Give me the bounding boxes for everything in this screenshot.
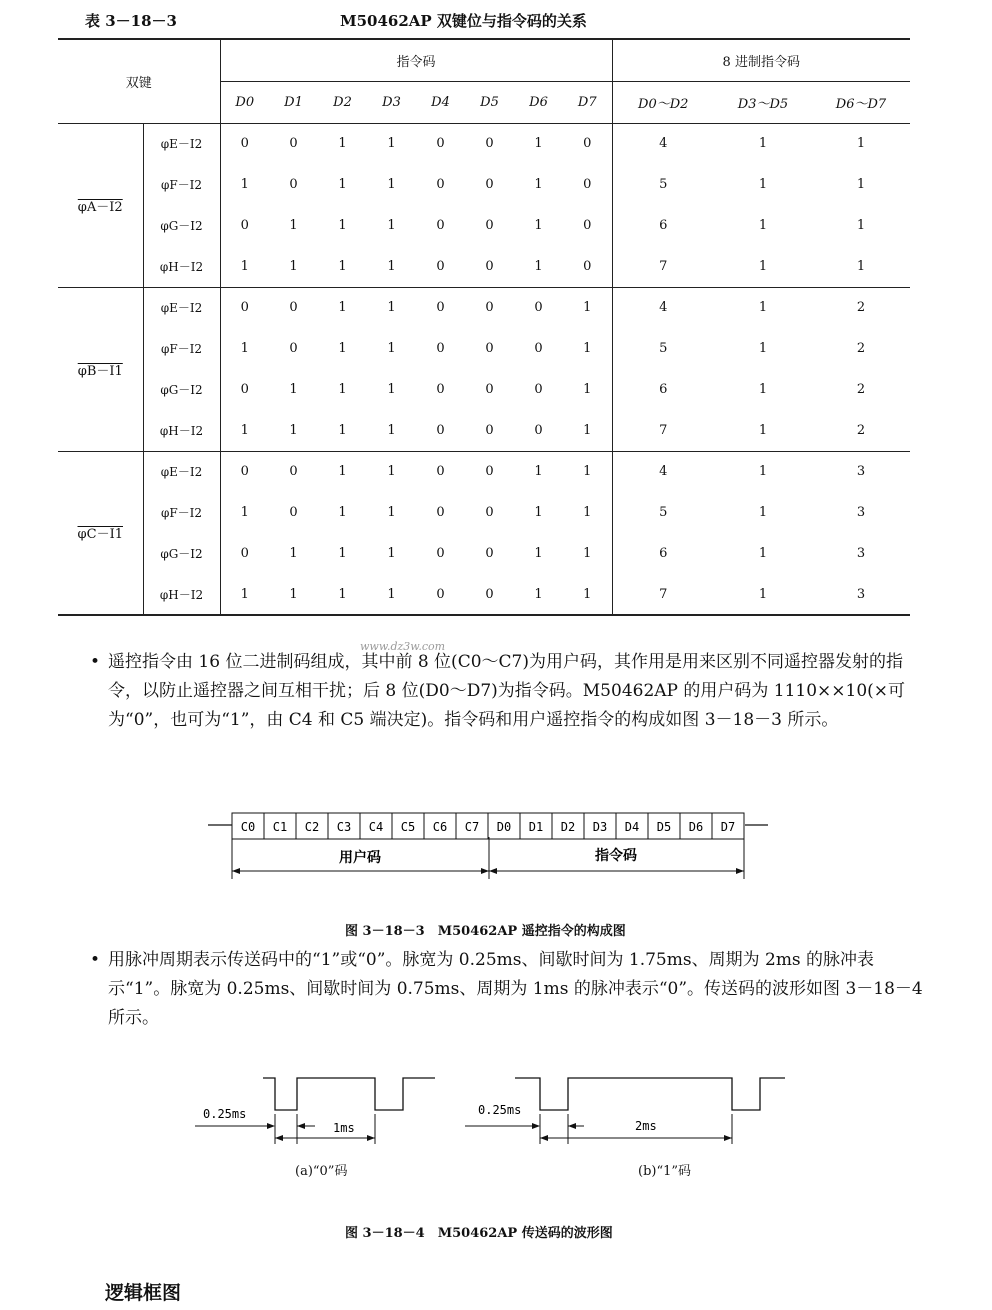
code-cell-label: D2 <box>560 820 576 834</box>
octal-cell: 1 <box>812 246 910 287</box>
group-key-label <box>58 287 143 451</box>
bit-column-header: D4 <box>416 81 465 123</box>
bit-cell: 0 <box>485 505 494 520</box>
bit-cell: 0 <box>485 341 494 356</box>
octal-cell: 1 <box>758 505 768 520</box>
bit-column-header: D5 <box>465 81 514 123</box>
bit-cell: 1 <box>338 136 347 152</box>
header-octal-code: 8 进制指令码 <box>612 39 910 81</box>
bit-cell: 1 <box>338 464 347 480</box>
octal-cell: 2 <box>856 382 866 397</box>
width-arrows <box>532 1123 576 1129</box>
code-cell-label: D3 <box>592 820 608 834</box>
bit-cell: 1 <box>220 246 269 287</box>
bit-cell: 0 <box>289 136 298 152</box>
header-double-key: 双键 <box>58 39 220 123</box>
bit-cell: 1 <box>289 218 298 233</box>
bit-cell: 1 <box>338 505 347 520</box>
code-cell-label: D6 <box>688 820 704 834</box>
code-cell-label: C2 <box>304 820 320 834</box>
table-row <box>58 287 910 328</box>
bit-cell: 1 <box>367 246 416 287</box>
key-pair-cell: φF－I2 <box>143 492 220 533</box>
bit-cell: 1 <box>269 574 318 615</box>
bit-cell: 0 <box>436 505 445 520</box>
bit-cell: 1 <box>367 574 416 615</box>
code-cell-label: C1 <box>272 820 288 834</box>
bit-cell: 1 <box>338 177 347 192</box>
octal-cell: 7 <box>612 410 714 451</box>
bit-cell: 0 <box>240 300 249 316</box>
paragraph-text: 遥控指令由 16 位二进制码组成，其中前 8 位(C0～C7)为用户码，其作用是用来区别不同遥控器发射的指令，以防止遥控器之间互相干扰；后 8 位(D0～D7)为指令码。M50462AP 的用户码为 1110××10(×可为“0”，也可为“1”，由 C4 和 C5 端决定)。指令码和用户遥控指令的构成如图 3－18－3 所示。 <box>108 652 906 730</box>
group-key-text: φC－I1 <box>77 527 123 543</box>
waveform-one-code <box>460 1070 800 1160</box>
octal-cell: 1 <box>856 218 866 233</box>
bit-cell: 0 <box>465 246 514 287</box>
bit-cell: 1 <box>534 136 543 152</box>
octal-cell: 1 <box>758 464 768 480</box>
code-cell-label: C4 <box>368 820 384 834</box>
table-row <box>58 533 910 574</box>
figure-3-18-3-caption: 图 3－18－3 M50462AP 遥控指令的构成图 <box>345 924 626 939</box>
one-period-label: 2ms <box>635 1119 657 1133</box>
octal-cell: 6 <box>659 382 668 397</box>
octal-cell: 7 <box>612 246 714 287</box>
octal-cell: 1 <box>758 300 768 316</box>
group-key-text: φA－I2 <box>77 199 123 215</box>
octal-column-header: D6～D7 <box>812 81 910 123</box>
octal-cell: 1 <box>714 246 812 287</box>
bit-cell: 1 <box>367 410 416 451</box>
section-heading: 逻辑框图 <box>105 1282 182 1304</box>
bit-cell: 1 <box>563 533 612 574</box>
bit-cell: 1 <box>534 218 543 233</box>
bit-cell: 0 <box>485 464 494 480</box>
bit-cell: 1 <box>338 341 347 356</box>
code-cell-label: C0 <box>240 820 256 834</box>
bit-cell: 0 <box>563 205 612 246</box>
bit-cell: 0 <box>485 382 494 397</box>
one-code-waveform <box>515 1078 785 1110</box>
octal-cell: 2 <box>856 341 866 356</box>
bit-cell: 0 <box>534 341 543 356</box>
bit-cell: 0 <box>514 410 563 451</box>
code-cell-label: C5 <box>400 820 416 834</box>
table-row <box>58 328 910 369</box>
table-row <box>58 574 910 615</box>
bit-cell: 0 <box>436 382 445 397</box>
header-command-code: 指令码 <box>220 39 612 81</box>
octal-cell: 4 <box>659 300 668 316</box>
bit-cell: 0 <box>436 546 445 561</box>
table-row <box>58 369 910 410</box>
bit-cell: 0 <box>436 177 445 192</box>
key-pair-cell: φH－I2 <box>143 410 220 451</box>
bit-cell: 0 <box>240 464 249 480</box>
octal-cell: 1 <box>714 574 812 615</box>
zero-code-caption: (a)“0”码 <box>295 1164 348 1179</box>
octal-cell: 7 <box>612 574 714 615</box>
bit-cell: 1 <box>220 410 269 451</box>
group-key-text: φB－I1 <box>77 363 123 379</box>
bit-cell: 1 <box>269 246 318 287</box>
octal-cell: 3 <box>812 574 910 615</box>
octal-column-header: D3～D5 <box>714 81 812 123</box>
paragraph-pulse-code <box>90 946 923 1033</box>
bit-column-header: D0 <box>220 81 269 123</box>
zero-code-waveform <box>263 1078 435 1110</box>
bit-cell: 0 <box>240 546 249 561</box>
bit-column-header: D1 <box>269 81 318 123</box>
bit-cell: 1 <box>387 300 396 316</box>
key-pair-cell: φF－I2 <box>143 164 220 205</box>
key-pair-cell: φE－I2 <box>143 123 220 164</box>
octal-cell: 1 <box>758 341 768 356</box>
cmd-code-label: 指令码 <box>595 848 637 864</box>
bit-cell: 0 <box>416 246 465 287</box>
table-row <box>58 492 910 533</box>
code-cell-label: C3 <box>336 820 352 834</box>
octal-cell: 4 <box>659 136 668 152</box>
bit-cell: 1 <box>387 341 396 356</box>
one-code-caption: (b)“1”码 <box>638 1164 692 1179</box>
code-cell-label: C7 <box>464 820 480 834</box>
code-cell-label: C6 <box>432 820 448 834</box>
code-cell-label: D5 <box>656 820 672 834</box>
table-row <box>58 205 910 246</box>
table-body <box>58 123 910 615</box>
bit-cell: 0 <box>436 341 445 356</box>
waveform-zero-code <box>195 1070 455 1160</box>
bit-cell: 0 <box>485 546 494 561</box>
bit-cell: 0 <box>563 123 612 164</box>
bit-cell: 0 <box>465 574 514 615</box>
bit-cell: 0 <box>436 300 445 316</box>
octal-cell: 1 <box>856 177 866 192</box>
bit-cell: 1 <box>318 410 367 451</box>
bit-column-header: D3 <box>367 81 416 123</box>
bit-cell: 0 <box>485 300 494 316</box>
key-pair-cell: φF－I2 <box>143 328 220 369</box>
table-row <box>58 246 910 287</box>
bit-cell: 0 <box>289 464 298 480</box>
bit-cell: 1 <box>338 382 347 397</box>
bit-column-header: D2 <box>318 81 367 123</box>
table-row <box>58 410 910 451</box>
zero-period-label: 1ms <box>333 1121 355 1135</box>
bit-cell: 0 <box>240 382 249 397</box>
bullet: • <box>90 652 101 672</box>
bit-cell: 0 <box>289 300 298 316</box>
bit-cell: 1 <box>240 177 249 192</box>
octal-cell: 6 <box>659 218 668 233</box>
octal-cell: 3 <box>856 546 866 561</box>
bit-cell: 1 <box>387 505 396 520</box>
bit-cell: 0 <box>289 177 298 192</box>
octal-cell: 4 <box>659 464 668 480</box>
code-cell-label: D7 <box>720 820 736 834</box>
paragraph-remote-command <box>90 648 923 735</box>
width-arrows <box>267 1123 305 1129</box>
table-row <box>58 164 910 205</box>
octal-cell: 1 <box>856 136 866 152</box>
table-caption <box>85 10 910 34</box>
bit-cell: 1 <box>318 246 367 287</box>
bit-cell: 1 <box>240 505 249 520</box>
bit-cell: 0 <box>534 382 543 397</box>
code-cell-label: D4 <box>624 820 640 834</box>
table-title: M50462AP 双键位与指令码的关系 <box>340 12 587 30</box>
one-width-label: 0.25ms <box>478 1103 522 1117</box>
bit-column-header: D6 <box>514 81 563 123</box>
bit-cell: 1 <box>563 574 612 615</box>
bit-cell: 1 <box>387 464 396 480</box>
octal-cell: 5 <box>659 505 668 520</box>
bit-cell: 0 <box>485 177 494 192</box>
group-key-label <box>58 123 143 287</box>
command-structure-figure <box>200 805 780 895</box>
key-pair-cell: φG－I2 <box>143 369 220 410</box>
bit-cell: 1 <box>338 300 347 316</box>
bit-cell: 1 <box>534 546 543 561</box>
bit-cell: 0 <box>563 246 612 287</box>
bit-cell: 1 <box>387 546 396 561</box>
code-cell-label: D1 <box>528 820 544 834</box>
bit-cell: 0 <box>240 136 249 152</box>
bit-cell: 1 <box>387 382 396 397</box>
bit-cell: 1 <box>563 492 612 533</box>
bit-cell: 0 <box>485 136 494 152</box>
octal-cell: 1 <box>714 410 812 451</box>
paragraph-text: 用脉冲周期表示传送码中的“1”或“0”。脉宽为 0.25ms、间歇时间为 1.75ms、周期为 2ms 的脉冲表示“1”。脉宽为 0.25ms、间歇时间为 0.75ms、周期为 1ms 的脉冲表示“0”。传送码的波形如图 3－18－4 所示。 <box>108 950 923 1028</box>
bit-cell: 1 <box>514 574 563 615</box>
octal-cell: 1 <box>758 218 768 233</box>
bit-cell: 0 <box>563 164 612 205</box>
key-pair-cell: φG－I2 <box>143 205 220 246</box>
code-cell-label: D0 <box>496 820 512 834</box>
bit-cell: 1 <box>563 410 612 451</box>
bit-cell: 0 <box>289 341 298 356</box>
bit-cell: 1 <box>387 136 396 152</box>
octal-cell: 2 <box>812 410 910 451</box>
bit-cell: 1 <box>534 177 543 192</box>
bit-cell: 0 <box>436 136 445 152</box>
bit-cell: 1 <box>563 328 612 369</box>
octal-cell: 1 <box>758 136 768 152</box>
bit-cell: 1 <box>240 341 249 356</box>
octal-cell: 5 <box>659 177 668 192</box>
bit-cell: 0 <box>436 464 445 480</box>
group-key-label <box>58 451 143 615</box>
bit-cell: 0 <box>485 218 494 233</box>
bit-cell: 1 <box>534 505 543 520</box>
bit-cell: 1 <box>289 382 298 397</box>
bit-cell: 0 <box>289 505 298 520</box>
octal-column-header: D0～D2 <box>612 81 714 123</box>
bit-cell: 1 <box>563 287 612 328</box>
key-pair-cell: φE－I2 <box>143 287 220 328</box>
user-code-label: 用户码 <box>339 850 381 866</box>
bit-cell: 1 <box>514 246 563 287</box>
table-row <box>58 451 910 492</box>
bit-cell: 1 <box>534 464 543 480</box>
bit-cell: 0 <box>416 574 465 615</box>
octal-cell: 3 <box>856 505 866 520</box>
key-pair-cell: φG－I2 <box>143 533 220 574</box>
bit-cell: 1 <box>563 369 612 410</box>
bit-cell: 0 <box>416 410 465 451</box>
bit-cell: 1 <box>563 451 612 492</box>
bit-cell: 1 <box>387 177 396 192</box>
watermark: www.dz3w.com <box>360 640 446 653</box>
octal-cell: 2 <box>856 300 866 316</box>
octal-cell: 5 <box>659 341 668 356</box>
bit-cell: 1 <box>338 546 347 561</box>
bit-cell: 1 <box>220 574 269 615</box>
bit-cell: 0 <box>240 218 249 233</box>
bit-cell: 1 <box>289 546 298 561</box>
bit-cell: 1 <box>318 574 367 615</box>
key-code-table <box>58 38 910 616</box>
bit-cell: 0 <box>534 300 543 316</box>
octal-cell: 1 <box>758 177 768 192</box>
bit-cell: 1 <box>338 218 347 233</box>
bit-cell: 0 <box>465 410 514 451</box>
bit-column-header: D7 <box>563 81 612 123</box>
table-row <box>58 123 910 164</box>
key-pair-cell: φE－I2 <box>143 451 220 492</box>
octal-cell: 1 <box>758 382 768 397</box>
zero-width-label: 0.25ms <box>203 1107 247 1121</box>
bit-cell: 1 <box>269 410 318 451</box>
table-number: 表 3－18－3 <box>85 12 177 30</box>
octal-cell: 3 <box>856 464 866 480</box>
bullet: • <box>90 950 101 970</box>
octal-cell: 1 <box>758 546 768 561</box>
bit-cell: 0 <box>436 218 445 233</box>
key-pair-cell: φH－I2 <box>143 574 220 615</box>
octal-cell: 6 <box>659 546 668 561</box>
bit-cell: 1 <box>387 218 396 233</box>
figure-3-18-4-caption: 图 3－18－4 M50462AP 传送码的波形图 <box>345 1226 613 1241</box>
key-pair-cell: φH－I2 <box>143 246 220 287</box>
